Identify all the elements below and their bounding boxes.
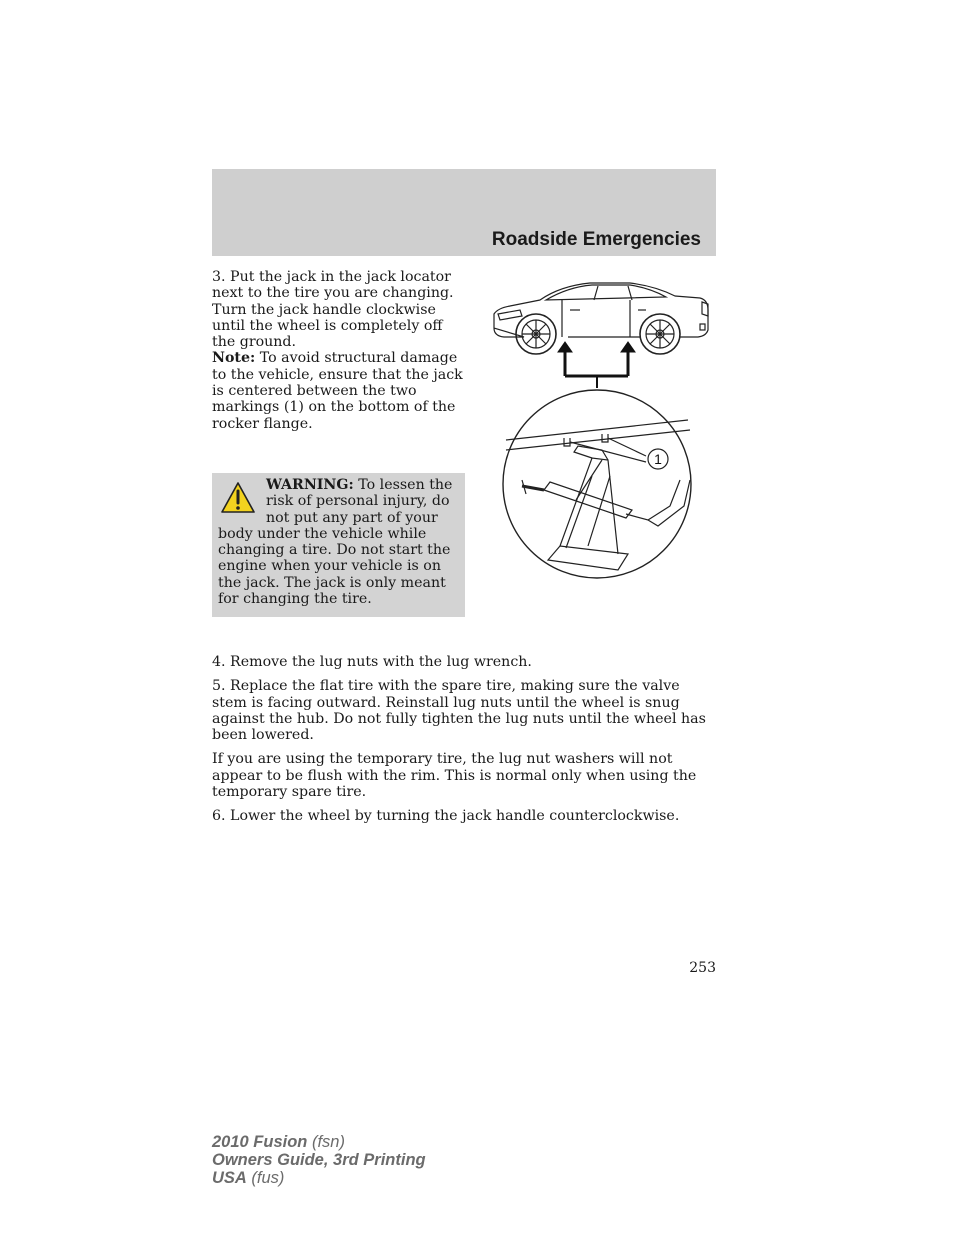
section-title: Roadside Emergencies (491, 229, 701, 250)
note-label: Note: (212, 350, 256, 367)
section-header (212, 169, 716, 256)
footer-model-code: (fsn) (307, 1133, 345, 1151)
step-5-text: 5. Replace the flat tire with the spare tire, making sure the valve stem is facing outward. Reinstall lug nuts until the wheel is snug against the hub. Do not fully tighten the lug nuts until the wheel has been lowered. (212, 678, 706, 744)
footer-model: 2010 Fusion (212, 1133, 308, 1151)
warning-text-block (218, 477, 462, 607)
footer-market-code: (fus) (246, 1169, 285, 1187)
warning-body: To lessen the risk of personal injury, do not put any part of your body under the vehicle while changing a tire. Do not start the engine when your vehicle is on the jack. The jack is only meant for changing the tire. (218, 477, 453, 608)
note-paragraph (212, 350, 468, 431)
callout-number: 1 (654, 451, 662, 467)
step-4-text: 4. Remove the lug nuts with the lug wrench. (212, 654, 532, 670)
footer-line-1 (212, 1133, 426, 1151)
instruction-steps (212, 654, 718, 833)
document-footer (212, 1133, 426, 1187)
step-6-text: 6. Lower the wheel by turning the jack handle counterclockwise. (212, 808, 680, 825)
footer-line-2: Owners Guide, 3rd Printing (212, 1151, 426, 1169)
car-illustration (494, 283, 708, 354)
warning-triangle-icon (220, 481, 256, 515)
footer-line-3 (212, 1169, 426, 1187)
warning-box (212, 473, 465, 617)
jack-placement-illustration (480, 270, 716, 582)
warning-label: WARNING: (266, 477, 354, 493)
page-number: 253 (689, 960, 716, 976)
temporary-tire-note: If you are using the temporary tire, the lug nut washers will not appear to be flush with the rim. This is normal only when using the temporary spare tire. (212, 751, 697, 801)
step-3-text: 3. Put the jack in the jack locator next to the tire you are changing. Turn the jack handle clockwise until the wheel is completely off the ground. (212, 269, 454, 351)
jack-point-arrows (558, 342, 635, 388)
jack-diagram-svg (480, 270, 716, 582)
note-text: To avoid structural damage to the vehicle, ensure that the jack is centered between the two markings (1) on the bottom of the rocker flange. (212, 350, 463, 432)
jack-detail-circle (503, 390, 691, 578)
footer-market: USA (212, 1169, 247, 1187)
step-3-block (212, 269, 468, 432)
